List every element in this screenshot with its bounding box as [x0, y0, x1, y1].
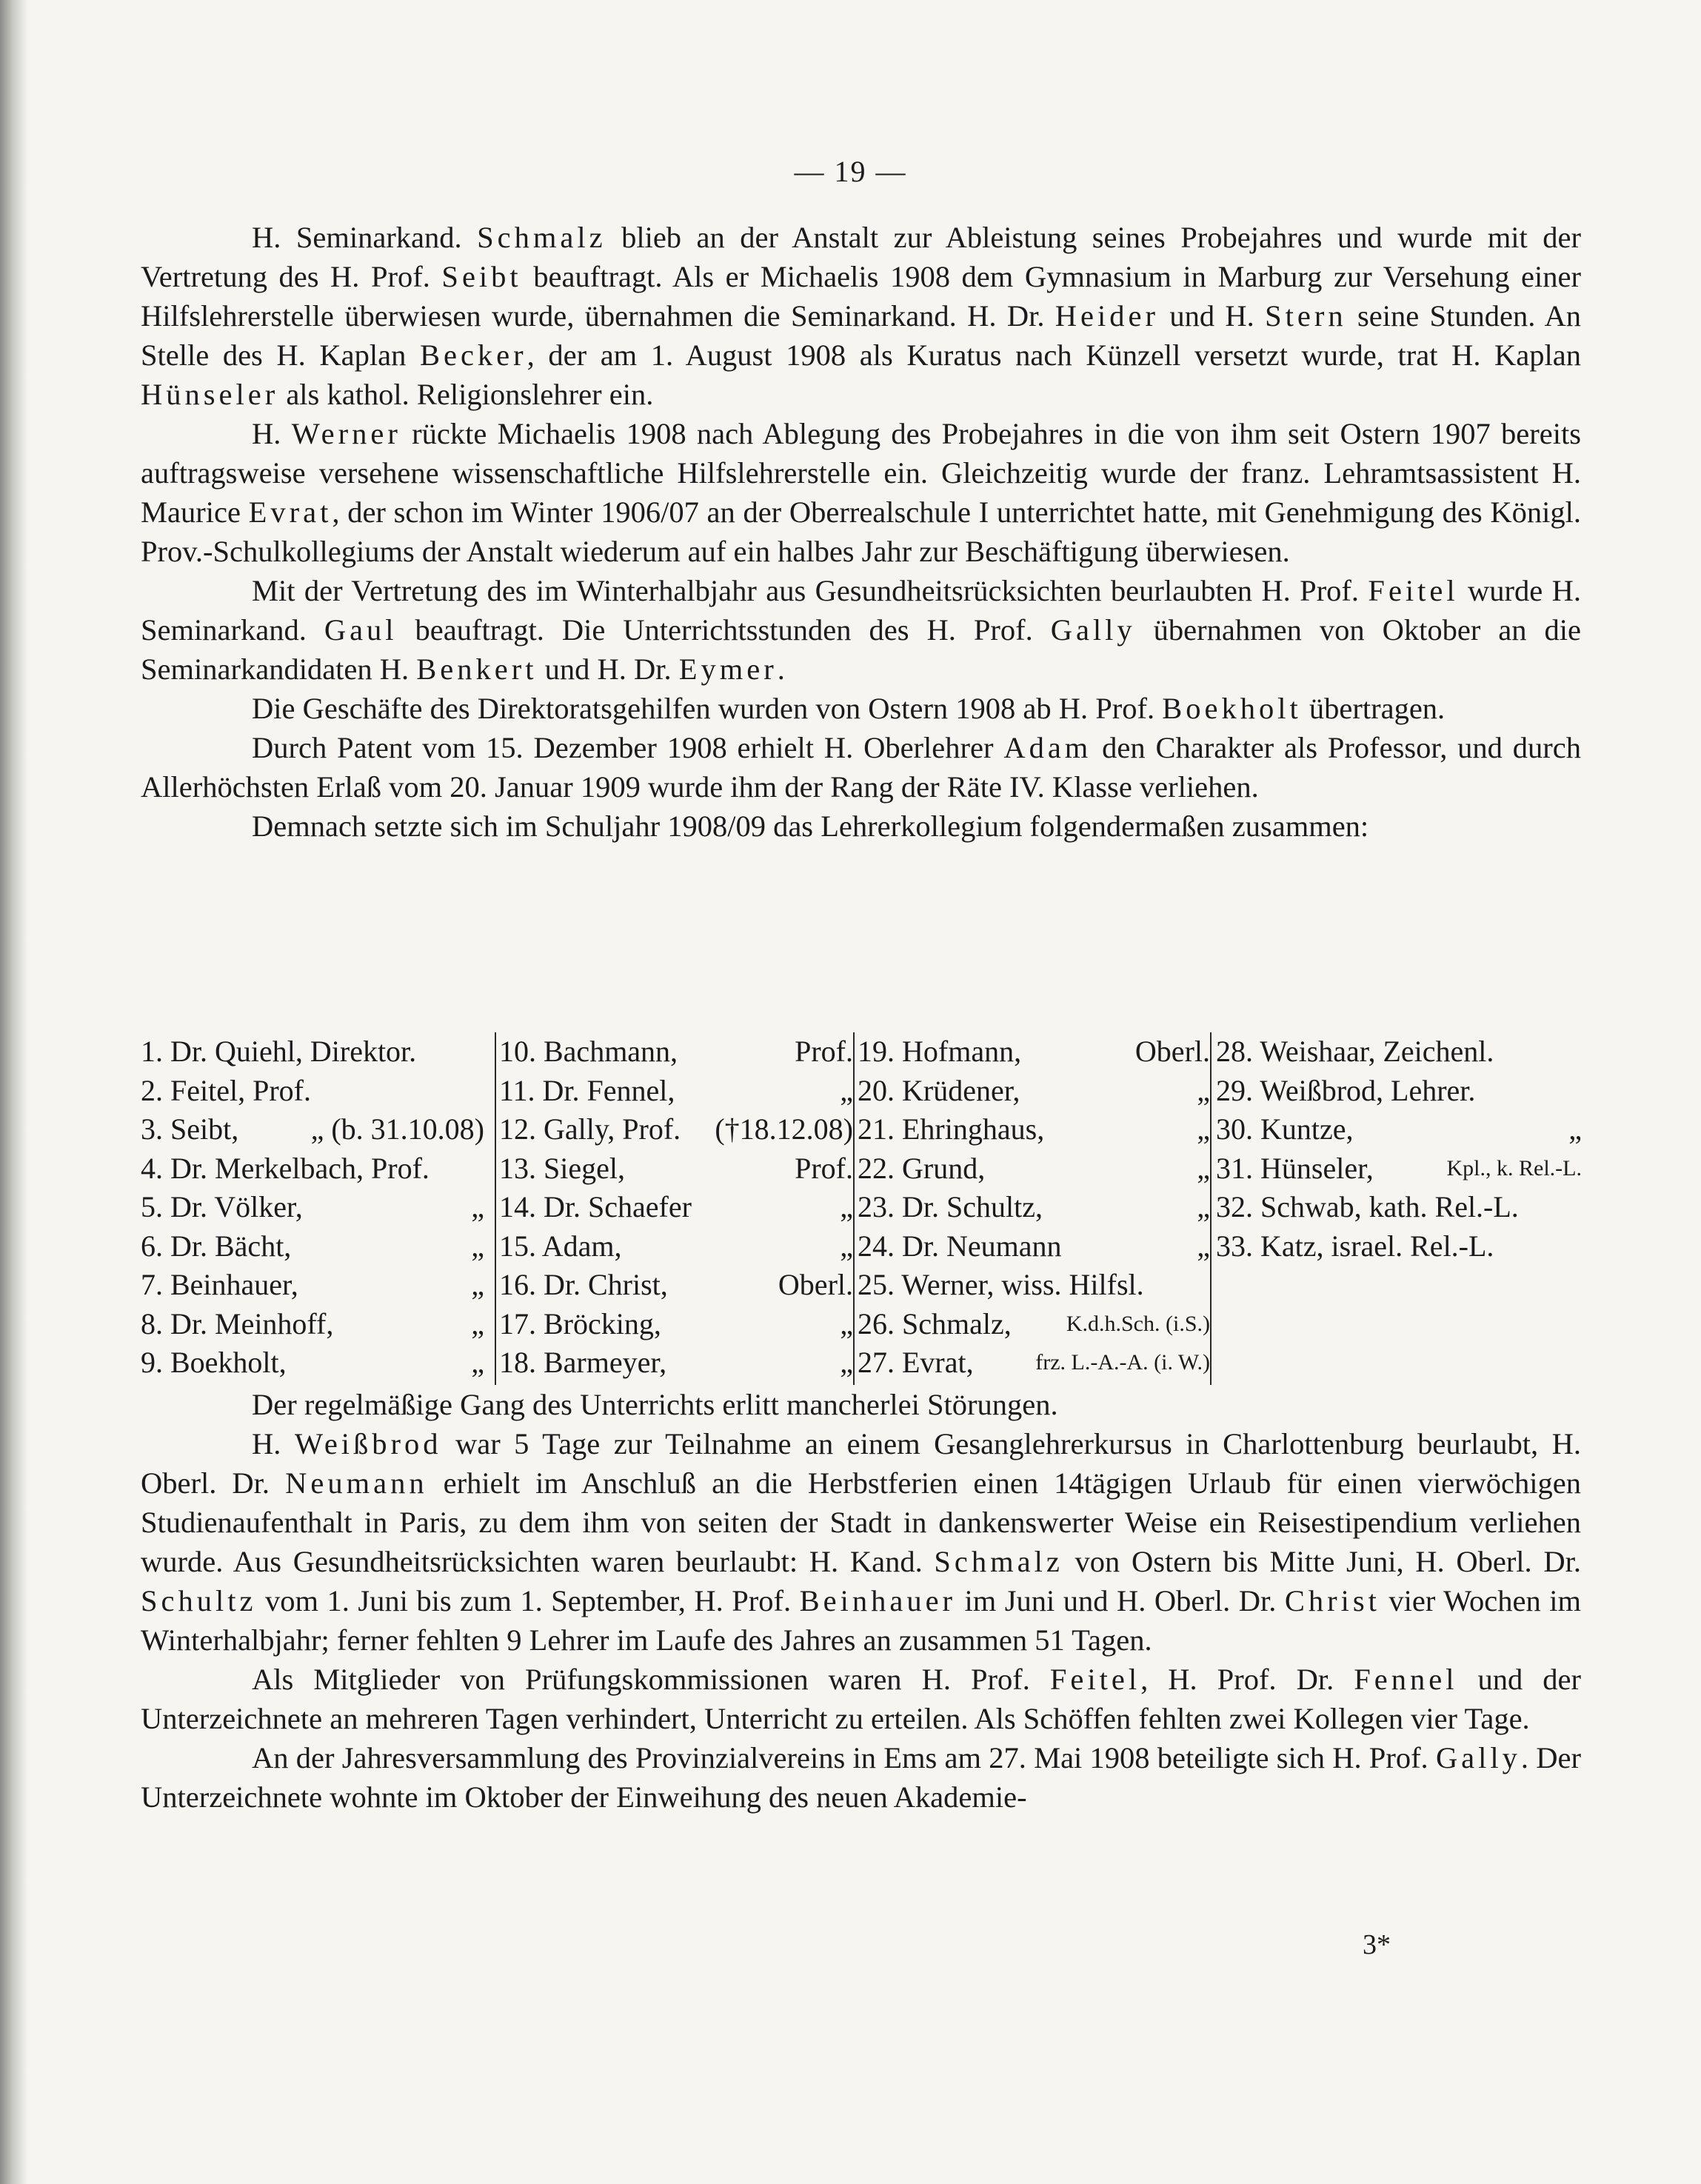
- staff-note: Kpl., k. Rel.-L.: [1446, 1155, 1582, 1181]
- staff-entry: [858, 1188, 1214, 1227]
- staff-note: K.d.h.Sch. (i.S.): [1066, 1311, 1210, 1336]
- spaced-name: Boekholt: [1162, 692, 1302, 725]
- staff-name: 27. Evrat,: [858, 1346, 974, 1379]
- staff-entry: [858, 1149, 1214, 1189]
- paragraph: [141, 414, 1581, 571]
- paragraph-text: von Ostern bis Mitte Juni, H. Oberl. Dr.: [1063, 1545, 1581, 1578]
- page-number: — 19 —: [794, 155, 907, 188]
- spaced-name: Weißbrod: [294, 1427, 442, 1460]
- paragraph-text: beauftragt. Als er Michaelis 1908 dem Gymnasium in Marburg zur Versehung einer Hilfslehrerstelle überwiesen wurde, übernahmen die Seminarkand. H. Dr.: [141, 260, 1581, 333]
- staff-name: 16. Dr. Christ,: [499, 1268, 668, 1301]
- staff-entry: [499, 1266, 858, 1305]
- staff-note: „ (b. 31.10.08): [310, 1112, 484, 1146]
- paragraph-text: seine Stunden. An Stelle des H. Kaplan: [141, 299, 1582, 372]
- spaced-name: Schmalz: [934, 1545, 1063, 1578]
- spaced-name: Feitel: [1368, 574, 1459, 607]
- text-block-top: [141, 218, 1581, 846]
- staff-entry: [1216, 1072, 1586, 1111]
- staff-name: 31. Hünseler,: [1216, 1151, 1374, 1185]
- spaced-name: Benkert: [416, 652, 538, 686]
- staff-entry: [499, 1149, 858, 1189]
- staff-note: „: [840, 1073, 853, 1107]
- spaced-name: Neumann: [285, 1466, 428, 1500]
- staff-note: [1582, 1343, 1586, 1383]
- paragraph-text: H. Seminarkand.: [252, 221, 478, 254]
- staff-name: 32. Schwab, kath. Rel.-L.: [1216, 1190, 1519, 1223]
- paragraph-text: , der schon im Winter 1906/07 an der Oberrealschule I unterrichtet hatte, mit Genehmigung des Königl. Prov.-Schulkollegiums der Anstalt wiederum auf ein halbes Jahr zur Beschäftigung überwiesen.: [141, 495, 1581, 568]
- staff-name: 28. Weishaar, Zeichenl.: [1216, 1035, 1494, 1068]
- staff-entry: [141, 1227, 489, 1266]
- staff-column-3: [853, 1032, 1214, 1385]
- staff-note: Oberl.: [778, 1268, 853, 1301]
- staff-name: 33. Katz, israel. Rel.-L.: [1216, 1229, 1494, 1263]
- staff-entry: [1216, 1032, 1586, 1072]
- staff-name: 6. Dr. Bächt,: [141, 1229, 292, 1263]
- staff-entry: [858, 1032, 1214, 1072]
- staff-entry: [141, 1188, 489, 1227]
- staff-note: „: [1568, 1112, 1582, 1146]
- staff-name: [1216, 1305, 1582, 1344]
- staff-entry: [1216, 1149, 1586, 1189]
- text-block-bottom: [141, 1385, 1581, 1817]
- paragraph-text: als kathol. Religionslehrer ein.: [278, 378, 654, 411]
- staff-name: 8. Dr. Meinhoff,: [141, 1306, 334, 1340]
- staff-name: 10. Bachmann,: [499, 1035, 678, 1068]
- staff-name: 1. Dr. Quiehl, Direktor.: [141, 1035, 417, 1068]
- paragraph-text: Demnach setzte sich im Schuljahr 1908/09 das Lehrerkollegium folgendermaßen zusammen:: [252, 809, 1369, 843]
- paragraph-text: H.: [252, 417, 292, 450]
- spaced-name: Schultz: [141, 1584, 257, 1617]
- staff-entry: [858, 1110, 1214, 1149]
- staff-name: [1216, 1266, 1582, 1305]
- staff-entry: [1216, 1305, 1586, 1344]
- staff-name: 5. Dr. Völker,: [141, 1190, 303, 1223]
- paragraph-text: war 5 Tage zur Teilnahme an einem Gesanglehrerkursus in Charlottenburg beurlaubt, H. Oberl. Dr.: [141, 1427, 1582, 1500]
- staff-note: [1582, 1072, 1586, 1111]
- staff-name: 13. Siegel,: [499, 1151, 625, 1185]
- staff-note: [484, 1149, 489, 1189]
- staff-name: 4. Dr. Merkelbach, Prof.: [141, 1151, 430, 1185]
- staff-note: Prof.: [795, 1151, 853, 1185]
- staff-note: „: [1197, 1151, 1210, 1185]
- staff-note: „: [840, 1346, 853, 1379]
- staff-name: [1216, 1343, 1582, 1383]
- staff-name: 24. Dr. Neumann: [858, 1229, 1062, 1263]
- staff-note: „: [471, 1346, 484, 1379]
- paragraph-text: Durch Patent vom 15. Dezember 1908 erhielt H. Oberlehrer: [252, 731, 1004, 764]
- spaced-name: Beinhauer: [799, 1584, 957, 1617]
- paragraph-text: und H.: [1159, 299, 1266, 333]
- paragraph-text: . Der Unterzeichnete wohnte im Oktober der Einweihung des neuen Akademie-: [141, 1741, 1581, 1814]
- paragraph-text: , H. Prof. Dr.: [1140, 1663, 1354, 1696]
- staff-note: frz. L.-A.-A. (i. W.): [1035, 1350, 1210, 1375]
- staff-name: 12. Gally, Prof.: [499, 1112, 681, 1146]
- spaced-name: Adam: [1003, 731, 1092, 764]
- staff-entry: [858, 1343, 1214, 1383]
- staff-column-2: [495, 1032, 858, 1385]
- staff-entry: [1216, 1110, 1586, 1149]
- paragraph-text: Mit der Vertretung des im Winterhalbjahr aus Gesundheitsrücksichten beurlaubten H. Prof.: [252, 574, 1369, 607]
- staff-entry: [499, 1227, 858, 1266]
- paragraph-text: und H. Dr.: [537, 652, 679, 686]
- staff-note: Oberl.: [1134, 1035, 1210, 1068]
- staff-name: 14. Dr. Schaefer: [499, 1190, 692, 1223]
- paragraph-text: H.: [252, 1427, 295, 1460]
- staff-note: [1582, 1188, 1586, 1227]
- staff-note: [1582, 1305, 1586, 1344]
- signature-mark: 3*: [1363, 1929, 1391, 1960]
- staff-entry: [141, 1266, 489, 1305]
- spaced-name: Evrat: [248, 495, 332, 529]
- staff-note: [1582, 1227, 1586, 1266]
- spaced-name: Seibt: [441, 260, 522, 293]
- staff-entry: [858, 1072, 1214, 1111]
- spaced-name: Gally: [1435, 1741, 1521, 1774]
- paragraph: [141, 1385, 1581, 1424]
- staff-entry: [141, 1032, 489, 1072]
- spaced-name: Feitel: [1049, 1663, 1141, 1696]
- paragraph: [141, 1738, 1581, 1817]
- spaced-name: Hünseler: [141, 378, 279, 411]
- paragraph: [141, 1660, 1581, 1738]
- staff-entry: [499, 1343, 858, 1383]
- paragraph-text: wurde H. Seminarkand.: [141, 574, 1581, 647]
- staff-name: 9. Boekholt,: [141, 1346, 287, 1379]
- paragraph-text: und der Unterzeichnete an mehreren Tagen verhindert, Unterricht zu erteilen. Als Schöffen fehlten zwei Kollegen vier Tage.: [141, 1663, 1582, 1735]
- paragraph: [141, 218, 1581, 414]
- staff-entry: [1216, 1266, 1586, 1305]
- staff-name: 2. Feitel, Prof.: [141, 1073, 311, 1107]
- staff-name: 18. Barmeyer,: [499, 1346, 667, 1379]
- paragraph-text: vier Wochen im Winterhalbjahr; ferner fehlten 9 Lehrer im Laufe des Jahres an zusammen 51 Tagen.: [141, 1584, 1582, 1657]
- staff-entry: [1216, 1343, 1586, 1383]
- staff-name: 7. Beinhauer,: [141, 1268, 298, 1301]
- spaced-name: Stern: [1265, 299, 1347, 333]
- staff-note: [484, 1032, 489, 1072]
- spaced-name: Fennel: [1354, 1663, 1458, 1696]
- spaced-name: Christ: [1284, 1584, 1380, 1617]
- staff-entry: [858, 1305, 1214, 1344]
- spaced-name: Werner: [291, 417, 401, 450]
- spaced-name: Schmalz: [477, 221, 606, 254]
- paragraph-text: erhielt im Anschluß an die Herbstferien einen 14tägigen Urlaub für einen vierwöchigen Studienaufenthalt in Paris, zu dem ihm von seiten der Stadt in dankenswerter Weise ein Reisestipendium verliehen wurde. Aus Gesundheitsrücksichten waren beurlaubt: H. Kand.: [141, 1466, 1581, 1578]
- staff-note: „: [840, 1190, 853, 1223]
- paragraph-text: rückte Michaelis 1908 nach Ablegung des Probejahres in die von ihm seit Ostern 1907 bereits auftragsweise versehene wissenschaftliche Hilfslehrerstelle ein. Gleichzeitig wurde der franz. Lehramtsassistent H. Maurice: [141, 417, 1581, 529]
- staff-column-4: [1210, 1032, 1586, 1385]
- staff-name: 3. Seibt,: [141, 1112, 239, 1146]
- paragraph: [141, 689, 1581, 728]
- staff-entry: [499, 1110, 858, 1149]
- staff-table: [141, 1032, 1581, 1385]
- staff-note: „: [471, 1306, 484, 1340]
- staff-note: (†18.12.08): [715, 1112, 853, 1146]
- staff-note: „: [471, 1268, 484, 1301]
- staff-entry: [499, 1072, 858, 1111]
- paragraph-text: Der regelmäßige Gang des Unterrichts erlitt mancherlei Störungen.: [252, 1388, 1058, 1421]
- paragraph: [141, 1424, 1581, 1660]
- staff-name: 22. Grund,: [858, 1151, 986, 1185]
- paragraph-text: den Charakter als Professor, und durch Allerhöchsten Erlaß vom 20. Januar 1909 wurde ihm der Rang der Räte IV. Klasse verliehen.: [141, 731, 1581, 804]
- staff-entry: [141, 1305, 489, 1344]
- staff-name: 17. Bröcking,: [499, 1306, 661, 1340]
- spaced-name: Gally: [1050, 613, 1136, 647]
- staff-name: 23. Dr. Schultz,: [858, 1190, 1043, 1223]
- spaced-name: Heider: [1055, 299, 1159, 333]
- staff-entry: [499, 1305, 858, 1344]
- staff-note: „: [471, 1190, 484, 1223]
- paragraph-text: blieb an der Anstalt zur Ableistung seines Probejahres und wurde mit der Vertretung des H. Prof.: [141, 221, 1581, 293]
- staff-note: „: [1197, 1073, 1210, 1107]
- staff-note: [1582, 1032, 1586, 1072]
- staff-entry: [141, 1343, 489, 1383]
- staff-entry: [1216, 1188, 1586, 1227]
- staff-note: „: [840, 1229, 853, 1263]
- paragraph-text: vom 1. Juni bis zum 1. September, H. Prof.: [256, 1584, 800, 1617]
- staff-note: „: [1197, 1112, 1210, 1146]
- spaced-name: Becker: [419, 338, 527, 372]
- staff-entry: [858, 1227, 1214, 1266]
- staff-entry: [141, 1149, 489, 1189]
- staff-column-1: [141, 1032, 489, 1385]
- staff-entry: [499, 1032, 858, 1072]
- staff-entry: [499, 1188, 858, 1227]
- staff-entry: [141, 1072, 489, 1111]
- staff-name: 15. Adam,: [499, 1229, 622, 1263]
- staff-name: 30. Kuntze,: [1216, 1112, 1354, 1146]
- staff-name: 26. Schmalz,: [858, 1306, 1012, 1340]
- staff-note: Prof.: [795, 1035, 853, 1068]
- staff-name: 21. Ehringhaus,: [858, 1112, 1045, 1146]
- paragraph-text: Die Geschäfte des Direktoratsgehilfen wurden von Ostern 1908 ab H. Prof.: [252, 692, 1163, 725]
- staff-note: [484, 1072, 489, 1111]
- paragraph-text: beauftragt. Die Unterrichtsstunden des H. Prof.: [397, 613, 1051, 647]
- staff-name: 19. Hofmann,: [858, 1035, 1022, 1068]
- staff-name: 25. Werner, wiss. Hilfsl.: [858, 1268, 1144, 1301]
- staff-note: „: [840, 1306, 853, 1340]
- staff-name: 11. Dr. Fennel,: [499, 1073, 675, 1107]
- paragraph: [141, 571, 1581, 689]
- paragraph-text: .: [777, 652, 785, 686]
- staff-note: „: [1197, 1190, 1210, 1223]
- paragraph-text: An der Jahresversammlung des Provinzialvereins in Ems am 27. Mai 1908 beteiligte sich H. Prof.: [252, 1741, 1436, 1774]
- staff-entry: [141, 1110, 489, 1149]
- paragraph-text: im Juni und H. Oberl. Dr.: [956, 1584, 1285, 1617]
- staff-entry: [858, 1266, 1214, 1305]
- staff-name: 20. Krüdener,: [858, 1073, 1020, 1107]
- spaced-name: Eymer: [678, 652, 778, 686]
- staff-note: „: [471, 1229, 484, 1263]
- staff-name: 29. Weißbrod, Lehrer.: [1216, 1073, 1476, 1107]
- paragraph-text: übernahmen von Oktober an die Seminarkandidaten H.: [141, 613, 1581, 686]
- spaced-name: Gaul: [324, 613, 398, 647]
- staff-entry: [1216, 1227, 1586, 1266]
- paragraph: [141, 728, 1581, 807]
- paragraph-text: Als Mitglieder von Prüfungskommissionen waren H. Prof.: [252, 1663, 1050, 1696]
- staff-note: „: [1197, 1229, 1210, 1263]
- paragraph-text: übertragen.: [1301, 692, 1446, 725]
- page-edge-shadow: [0, 0, 28, 2184]
- staff-note: [1582, 1266, 1586, 1305]
- paragraph: [141, 807, 1581, 846]
- paragraph-text: , der am 1. August 1908 als Kuratus nach Künzell versetzt wurde, trat H. Kaplan: [527, 338, 1581, 372]
